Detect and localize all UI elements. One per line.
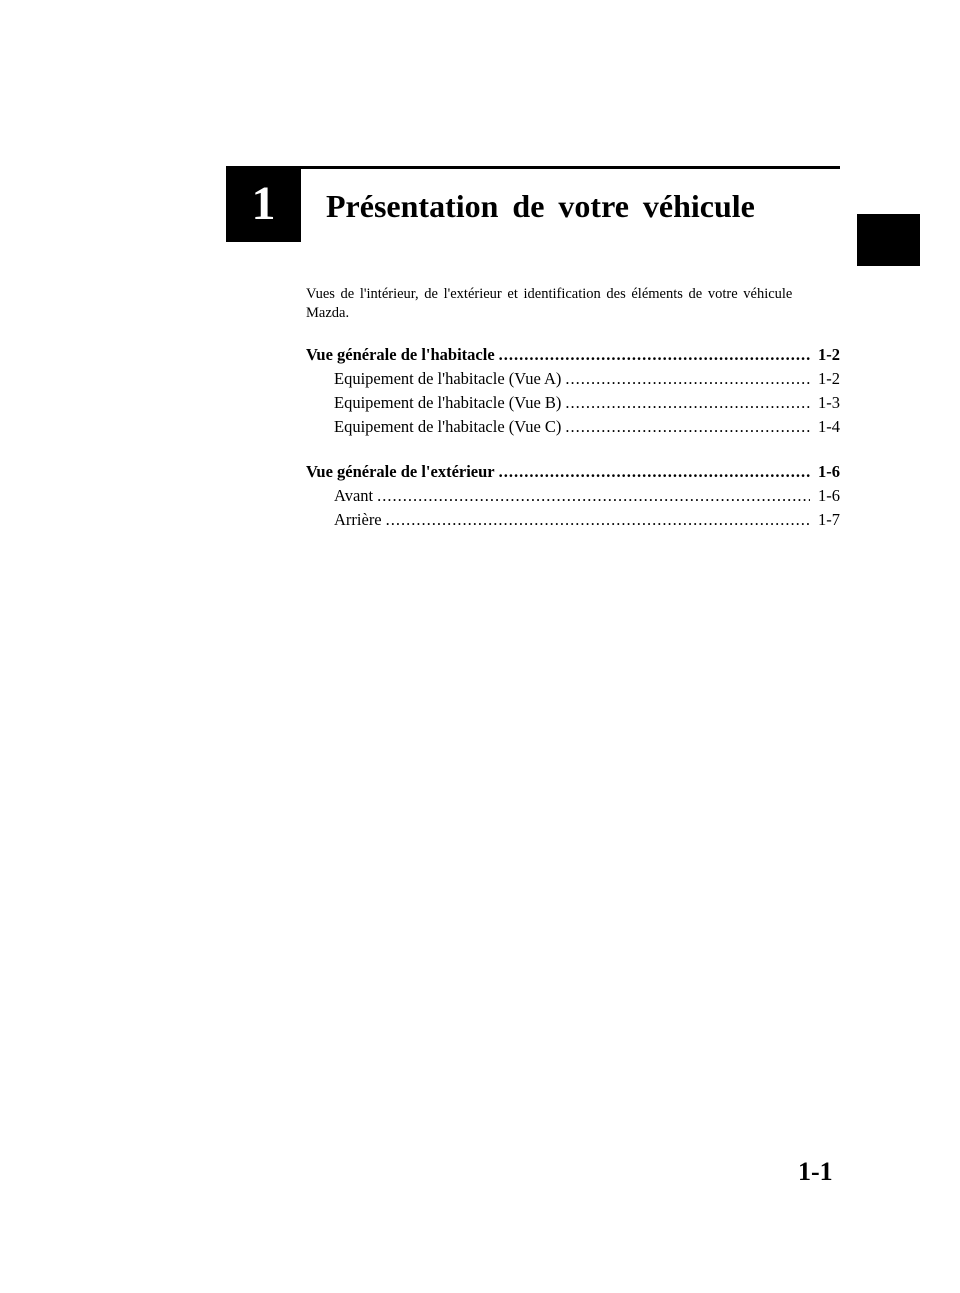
toc-entry-page: 1-6: [818, 486, 840, 505]
toc-leader-dots: [565, 417, 810, 437]
toc-entry-label: Vue générale de l'habitacle: [306, 345, 495, 364]
toc-entry[interactable]: [306, 510, 840, 534]
toc-entry[interactable]: [306, 345, 840, 369]
toc-entry-label: Equipement de l'habitacle (Vue A): [334, 369, 562, 388]
toc-leader-dots: [499, 462, 810, 482]
toc-entry-page: 1-7: [818, 510, 840, 529]
toc-entry-page: 1-4: [818, 417, 840, 436]
toc-entry-page: 1-2: [818, 345, 840, 364]
toc-entry[interactable]: [306, 393, 840, 417]
toc-section-exterieur: [306, 462, 840, 534]
chapter-title: Présentation de votre véhicule: [326, 188, 755, 224]
toc-leader-dots: [499, 345, 810, 365]
toc-entry[interactable]: [306, 486, 840, 510]
toc-leader-dots: [377, 486, 810, 506]
toc-entry-page: 1-3: [818, 393, 840, 412]
toc-entry-page: 1-6: [818, 462, 840, 481]
toc-entry-page: 1-2: [818, 369, 840, 388]
chapter-intro: Vues de l'intérieur, de l'extérieur et identification des éléments de votre véhicule Mazda.: [306, 286, 793, 321]
toc-entry-label: Arrière: [334, 510, 382, 529]
toc-entry-label: Vue générale de l'extérieur: [306, 462, 495, 481]
toc-entry[interactable]: [306, 462, 840, 486]
chapter-side-tab: [857, 214, 920, 266]
toc-leader-dots: [386, 510, 810, 530]
chapter-header-rule: [226, 166, 840, 169]
toc-entry[interactable]: [306, 417, 840, 441]
toc-entry[interactable]: [306, 369, 840, 393]
toc-entry-label: Equipement de l'habitacle (Vue C): [334, 417, 562, 436]
page-number: 1-1: [798, 1157, 833, 1186]
toc-leader-dots: [565, 393, 810, 413]
toc-leader-dots: [565, 369, 810, 389]
chapter-number-box: [226, 166, 301, 242]
toc-entry-label: Avant: [334, 486, 374, 505]
chapter-number: 1: [251, 177, 276, 230]
toc-section-habitacle: [306, 345, 840, 441]
toc-entry-label: Equipement de l'habitacle (Vue B): [334, 393, 562, 412]
